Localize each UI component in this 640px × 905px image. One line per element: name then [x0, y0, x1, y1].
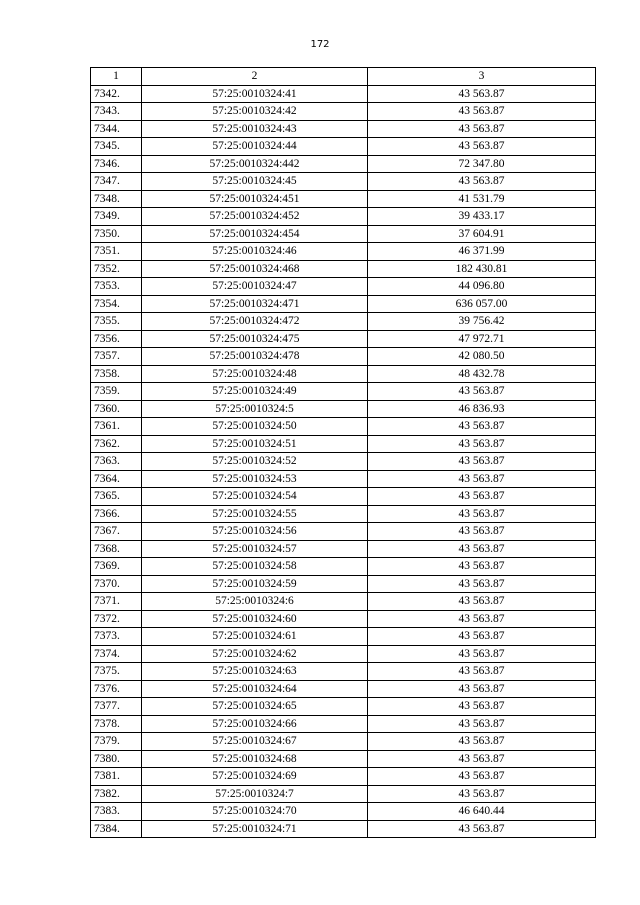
column-header-value: 3: [368, 68, 596, 86]
row-number-cell: 7373.: [91, 628, 142, 646]
cadastral-number-cell: 57:25:0010324:57: [142, 540, 368, 558]
table-row: [91, 733, 596, 751]
value-cell: 39 756.42: [368, 313, 596, 331]
cadastral-number-cell: 57:25:0010324:66: [142, 715, 368, 733]
value-cell: 43 563.87: [368, 785, 596, 803]
table-row: [91, 348, 596, 366]
cadastral-number-cell: 57:25:0010324:5: [142, 400, 368, 418]
row-number-cell: 7367.: [91, 523, 142, 541]
value-cell: 43 563.87: [368, 435, 596, 453]
row-number-cell: 7348.: [91, 190, 142, 208]
table-row: [91, 243, 596, 261]
row-number-cell: 7368.: [91, 540, 142, 558]
table-row: [91, 540, 596, 558]
table-body: [91, 85, 596, 838]
table-row: [91, 453, 596, 471]
value-cell: 43 563.87: [368, 820, 596, 838]
value-cell: 43 563.87: [368, 558, 596, 576]
cadastral-number-cell: 57:25:0010324:42: [142, 103, 368, 121]
row-number-cell: 7360.: [91, 400, 142, 418]
value-cell: 43 563.87: [368, 505, 596, 523]
cadastral-number-cell: 57:25:0010324:6: [142, 593, 368, 611]
table-row: [91, 715, 596, 733]
table-row: [91, 750, 596, 768]
cadastral-number-cell: 57:25:0010324:442: [142, 155, 368, 173]
cadastral-number-cell: 57:25:0010324:58: [142, 558, 368, 576]
row-number-cell: 7353.: [91, 278, 142, 296]
cadastral-number-cell: 57:25:0010324:48: [142, 365, 368, 383]
cadastral-number-cell: 57:25:0010324:451: [142, 190, 368, 208]
cadastral-number-cell: 57:25:0010324:62: [142, 645, 368, 663]
value-cell: 46 836.93: [368, 400, 596, 418]
table-row: [91, 190, 596, 208]
table-row: [91, 698, 596, 716]
cadastral-number-cell: 57:25:0010324:46: [142, 243, 368, 261]
table-row: [91, 470, 596, 488]
value-cell: 43 563.87: [368, 733, 596, 751]
row-number-cell: 7359.: [91, 383, 142, 401]
value-cell: 44 096.80: [368, 278, 596, 296]
cadastral-number-cell: 57:25:0010324:70: [142, 803, 368, 821]
value-cell: 43 563.87: [368, 768, 596, 786]
row-number-cell: 7384.: [91, 820, 142, 838]
row-number-cell: 7370.: [91, 575, 142, 593]
cadastral-number-cell: 57:25:0010324:69: [142, 768, 368, 786]
table-row: [91, 610, 596, 628]
table-row: [91, 313, 596, 331]
row-number-cell: 7381.: [91, 768, 142, 786]
table-row: [91, 418, 596, 436]
cadastral-number-cell: 57:25:0010324:68: [142, 750, 368, 768]
cadastral-number-cell: 57:25:0010324:41: [142, 85, 368, 103]
row-number-cell: 7343.: [91, 103, 142, 121]
value-cell: 43 563.87: [368, 575, 596, 593]
row-number-cell: 7379.: [91, 733, 142, 751]
row-number-cell: 7354.: [91, 295, 142, 313]
value-cell: 43 563.87: [368, 418, 596, 436]
value-cell: 37 604.91: [368, 225, 596, 243]
row-number-cell: 7369.: [91, 558, 142, 576]
table-row: [91, 820, 596, 838]
table-row: [91, 278, 596, 296]
cadastral-number-cell: 57:25:0010324:7: [142, 785, 368, 803]
cadastral-number-cell: 57:25:0010324:454: [142, 225, 368, 243]
value-cell: 41 531.79: [368, 190, 596, 208]
value-cell: 43 563.87: [368, 523, 596, 541]
value-cell: 43 563.87: [368, 138, 596, 156]
table-row: [91, 225, 596, 243]
cadastral-number-cell: 57:25:0010324:53: [142, 470, 368, 488]
row-number-cell: 7347.: [91, 173, 142, 191]
row-number-cell: 7372.: [91, 610, 142, 628]
column-header-cadastral: 2: [142, 68, 368, 86]
cadastral-number-cell: 57:25:0010324:67: [142, 733, 368, 751]
table-row: [91, 138, 596, 156]
table-row: [91, 383, 596, 401]
row-number-cell: 7383.: [91, 803, 142, 821]
value-cell: 43 563.87: [368, 470, 596, 488]
value-cell: 47 972.71: [368, 330, 596, 348]
table-row: [91, 680, 596, 698]
cadastral-number-cell: 57:25:0010324:65: [142, 698, 368, 716]
value-cell: 48 432.78: [368, 365, 596, 383]
cadastral-number-cell: 57:25:0010324:71: [142, 820, 368, 838]
value-cell: 46 640.44: [368, 803, 596, 821]
table-row: [91, 400, 596, 418]
cadastral-number-cell: 57:25:0010324:56: [142, 523, 368, 541]
row-number-cell: 7380.: [91, 750, 142, 768]
value-cell: 636 057.00: [368, 295, 596, 313]
row-number-cell: 7356.: [91, 330, 142, 348]
table-row: [91, 523, 596, 541]
column-header-number: 1: [91, 68, 142, 86]
table-row: [91, 435, 596, 453]
cadastral-number-cell: 57:25:0010324:59: [142, 575, 368, 593]
table-row: [91, 803, 596, 821]
value-cell: 43 563.87: [368, 698, 596, 716]
table-row: [91, 558, 596, 576]
table-row: [91, 645, 596, 663]
table-row: [91, 208, 596, 226]
row-number-cell: 7350.: [91, 225, 142, 243]
row-number-cell: 7352.: [91, 260, 142, 278]
page-number: 172: [310, 39, 330, 50]
row-number-cell: 7345.: [91, 138, 142, 156]
row-number-cell: 7377.: [91, 698, 142, 716]
row-number-cell: 7366.: [91, 505, 142, 523]
row-number-cell: 7349.: [91, 208, 142, 226]
row-number-cell: 7364.: [91, 470, 142, 488]
value-cell: 43 563.87: [368, 610, 596, 628]
table-row: [91, 365, 596, 383]
table-row: [91, 785, 596, 803]
table-row: [91, 768, 596, 786]
cadastral-number-cell: 57:25:0010324:55: [142, 505, 368, 523]
value-cell: 43 563.87: [368, 628, 596, 646]
value-cell: 43 563.87: [368, 383, 596, 401]
cadastral-number-cell: 57:25:0010324:61: [142, 628, 368, 646]
cadastral-number-cell: 57:25:0010324:52: [142, 453, 368, 471]
row-number-cell: 7361.: [91, 418, 142, 436]
row-number-cell: 7365.: [91, 488, 142, 506]
table-row: [91, 103, 596, 121]
value-cell: 43 563.87: [368, 663, 596, 681]
cadastral-number-cell: 57:25:0010324:50: [142, 418, 368, 436]
value-cell: 46 371.99: [368, 243, 596, 261]
value-cell: 43 563.87: [368, 645, 596, 663]
cadastral-number-cell: 57:25:0010324:43: [142, 120, 368, 138]
value-cell: 42 080.50: [368, 348, 596, 366]
cadastral-number-cell: 57:25:0010324:60: [142, 610, 368, 628]
value-cell: 39 433.17: [368, 208, 596, 226]
table-row: [91, 295, 596, 313]
cadastral-number-cell: 57:25:0010324:51: [142, 435, 368, 453]
cadastral-number-cell: 57:25:0010324:47: [142, 278, 368, 296]
row-number-cell: 7355.: [91, 313, 142, 331]
row-number-cell: 7346.: [91, 155, 142, 173]
table-row: [91, 575, 596, 593]
value-cell: 43 563.87: [368, 120, 596, 138]
row-number-cell: 7357.: [91, 348, 142, 366]
table-row: [91, 173, 596, 191]
row-number-cell: 7344.: [91, 120, 142, 138]
value-cell: 72 347.80: [368, 155, 596, 173]
table-row: [91, 260, 596, 278]
row-number-cell: 7374.: [91, 645, 142, 663]
value-cell: 182 430.81: [368, 260, 596, 278]
cadastral-number-cell: 57:25:0010324:63: [142, 663, 368, 681]
value-cell: 43 563.87: [368, 750, 596, 768]
row-number-cell: 7351.: [91, 243, 142, 261]
cadastral-number-cell: 57:25:0010324:472: [142, 313, 368, 331]
cadastral-number-cell: 57:25:0010324:54: [142, 488, 368, 506]
cadastral-number-cell: 57:25:0010324:471: [142, 295, 368, 313]
table-header-row: [91, 68, 596, 86]
value-cell: 43 563.87: [368, 173, 596, 191]
row-number-cell: 7376.: [91, 680, 142, 698]
row-number-cell: 7363.: [91, 453, 142, 471]
row-number-cell: 7378.: [91, 715, 142, 733]
table-row: [91, 155, 596, 173]
row-number-cell: 7382.: [91, 785, 142, 803]
value-cell: 43 563.87: [368, 85, 596, 103]
table-row: [91, 663, 596, 681]
row-number-cell: 7375.: [91, 663, 142, 681]
row-number-cell: 7371.: [91, 593, 142, 611]
table-row: [91, 593, 596, 611]
table-row: [91, 120, 596, 138]
table-row: [91, 488, 596, 506]
cadastral-number-cell: 57:25:0010324:44: [142, 138, 368, 156]
cadastral-number-cell: 57:25:0010324:452: [142, 208, 368, 226]
table-row: [91, 628, 596, 646]
value-cell: 43 563.87: [368, 103, 596, 121]
table-row: [91, 85, 596, 103]
value-cell: 43 563.87: [368, 715, 596, 733]
cadastral-number-cell: 57:25:0010324:468: [142, 260, 368, 278]
row-number-cell: 7358.: [91, 365, 142, 383]
cadastral-number-cell: 57:25:0010324:475: [142, 330, 368, 348]
cadastral-number-cell: 57:25:0010324:478: [142, 348, 368, 366]
cadastral-number-cell: 57:25:0010324:64: [142, 680, 368, 698]
table-row: [91, 330, 596, 348]
value-cell: 43 563.87: [368, 488, 596, 506]
value-cell: 43 563.87: [368, 680, 596, 698]
cadastral-number-cell: 57:25:0010324:45: [142, 173, 368, 191]
value-cell: 43 563.87: [368, 540, 596, 558]
value-cell: 43 563.87: [368, 593, 596, 611]
table-row: [91, 505, 596, 523]
value-cell: 43 563.87: [368, 453, 596, 471]
cadastral-number-cell: 57:25:0010324:49: [142, 383, 368, 401]
row-number-cell: 7342.: [91, 85, 142, 103]
data-table: [90, 67, 596, 838]
row-number-cell: 7362.: [91, 435, 142, 453]
